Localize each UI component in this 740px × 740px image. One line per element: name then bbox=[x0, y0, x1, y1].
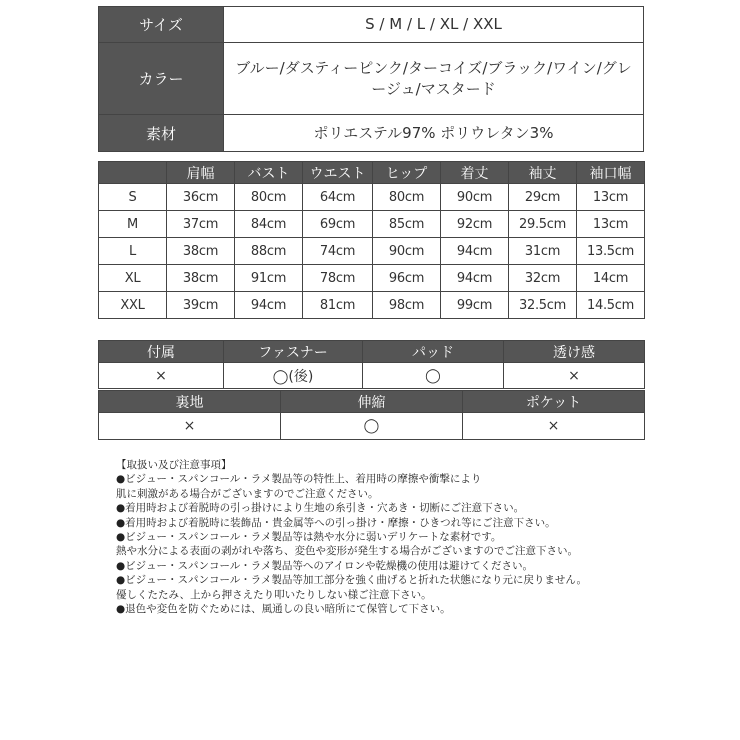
color-label: カラー bbox=[99, 43, 224, 115]
header-bust: バスト bbox=[235, 162, 303, 184]
table-cell: 38cm bbox=[167, 238, 235, 265]
header-accessories: 付属 bbox=[99, 341, 224, 363]
table-cell: 36cm bbox=[167, 184, 235, 211]
table-cell: 32cm bbox=[509, 265, 577, 292]
note-line: 熱や水分による表面の剥がれや落ち、変色や変形が発生する場合がございますのでご注意下さい。 bbox=[116, 545, 578, 558]
table-cell: 99cm bbox=[441, 292, 509, 319]
size-name: S bbox=[99, 184, 167, 211]
header-sheerness: 透け感 bbox=[504, 341, 645, 363]
table-cell: 29cm bbox=[509, 184, 577, 211]
table-cell: 74cm bbox=[303, 238, 373, 265]
table-cell: 13.5cm bbox=[577, 238, 645, 265]
table-cell: 64cm bbox=[303, 184, 373, 211]
table-row bbox=[99, 292, 645, 319]
table-cell: 31cm bbox=[509, 238, 577, 265]
table-cell: 81cm bbox=[303, 292, 373, 319]
spec-table bbox=[98, 6, 644, 152]
note-line: ●ビジュー・スパンコール・ラメ製品等の特性上、着用時の摩擦や衝撃により bbox=[116, 473, 482, 486]
value-pad: ◯ bbox=[363, 363, 504, 389]
size-name: M bbox=[99, 211, 167, 238]
table-cell: 91cm bbox=[235, 265, 303, 292]
table-cell: 38cm bbox=[167, 265, 235, 292]
table-cell: 13cm bbox=[577, 184, 645, 211]
table-cell: 98cm bbox=[373, 292, 441, 319]
value-sheerness: × bbox=[504, 363, 645, 389]
material-value: ポリエステル97% ポリウレタン3% bbox=[224, 115, 644, 152]
table-cell: 94cm bbox=[441, 265, 509, 292]
table-cell: 80cm bbox=[235, 184, 303, 211]
table-row bbox=[99, 211, 645, 238]
note-line: ●ビジュー・スパンコール・ラメ製品等へのアイロンや乾燥機の使用は避けてください。 bbox=[116, 559, 533, 572]
value-accessories: × bbox=[99, 363, 224, 389]
size-value: S / M / L / XL / XXL bbox=[224, 7, 644, 43]
table-cell: 80cm bbox=[373, 184, 441, 211]
table-row bbox=[99, 238, 645, 265]
header-pad: パッド bbox=[363, 341, 504, 363]
size-name: XXL bbox=[99, 292, 167, 319]
table-cell: 13cm bbox=[577, 211, 645, 238]
note-line: ●着用時および着脱時に装飾品・貴金属等への引っ掛け・摩擦・ひきつれ等にご注意下さい。 bbox=[116, 516, 556, 529]
note-line: ●着用時および着脱時の引っ掛けにより生地の糸引き・穴あき・切断にご注意下さい。 bbox=[116, 502, 525, 515]
value-lining: × bbox=[99, 413, 281, 440]
table-cell: 14cm bbox=[577, 265, 645, 292]
size-name: L bbox=[99, 238, 167, 265]
care-notes bbox=[116, 458, 636, 616]
size-header-row bbox=[99, 162, 645, 184]
value-pocket: × bbox=[463, 413, 645, 440]
notes-heading: 【取扱い及び注意事項】 bbox=[116, 459, 232, 471]
table-cell: 29.5cm bbox=[509, 211, 577, 238]
note-line: 優しくたたみ、上から押さえたり叩いたりしない様ご注意下さい。 bbox=[116, 588, 432, 601]
note-line: ●退色や変色を防ぐためには、風通しの良い暗所にて保管して下さい。 bbox=[116, 603, 451, 616]
table-row bbox=[99, 265, 645, 292]
table-cell: 92cm bbox=[441, 211, 509, 238]
table-cell: 90cm bbox=[373, 238, 441, 265]
table-cell: 14.5cm bbox=[577, 292, 645, 319]
size-label: サイズ bbox=[99, 7, 224, 43]
options-table-2 bbox=[98, 390, 645, 440]
table-cell: 69cm bbox=[303, 211, 373, 238]
size-name: XL bbox=[99, 265, 167, 292]
header-sleeve: 袖丈 bbox=[509, 162, 577, 184]
header-shoulder: 肩幅 bbox=[167, 162, 235, 184]
table-cell: 37cm bbox=[167, 211, 235, 238]
table-cell: 84cm bbox=[235, 211, 303, 238]
header-waist: ウエスト bbox=[303, 162, 373, 184]
table-cell: 94cm bbox=[235, 292, 303, 319]
table-row bbox=[99, 184, 645, 211]
size-chart-table bbox=[98, 161, 645, 319]
size-header-corner bbox=[99, 162, 167, 184]
table-cell: 94cm bbox=[441, 238, 509, 265]
table-cell: 85cm bbox=[373, 211, 441, 238]
header-hip: ヒップ bbox=[373, 162, 441, 184]
value-stretch: ◯ bbox=[281, 413, 463, 440]
table-cell: 96cm bbox=[373, 265, 441, 292]
note-line: 肌に刺激がある場合がございますのでご注意ください。 bbox=[116, 487, 379, 500]
header-cuff: 袖口幅 bbox=[577, 162, 645, 184]
table-cell: 39cm bbox=[167, 292, 235, 319]
header-pocket: ポケット bbox=[463, 391, 645, 413]
color-value: ブルー/ダスティーピンク/ターコイズ/ブラック/ワイン/グレージュ/マスタード bbox=[224, 43, 644, 115]
note-line: ●ビジュー・スパンコール・ラメ製品等は熱や水分に弱いデリケートな素材です。 bbox=[116, 531, 502, 544]
options-table-1 bbox=[98, 340, 645, 389]
material-label: 素材 bbox=[99, 115, 224, 152]
table-cell: 32.5cm bbox=[509, 292, 577, 319]
table-cell: 90cm bbox=[441, 184, 509, 211]
value-zipper: ◯(後) bbox=[224, 363, 363, 389]
header-length: 着丈 bbox=[441, 162, 509, 184]
table-cell: 78cm bbox=[303, 265, 373, 292]
table-cell: 88cm bbox=[235, 238, 303, 265]
header-lining: 裏地 bbox=[99, 391, 281, 413]
note-line: ●ビジュー・スパンコール・ラメ製品等加工部分を強く曲げると折れた状態になり元に戻りません。 bbox=[116, 574, 588, 587]
header-zipper: ファスナー bbox=[224, 341, 363, 363]
header-stretch: 伸縮 bbox=[281, 391, 463, 413]
